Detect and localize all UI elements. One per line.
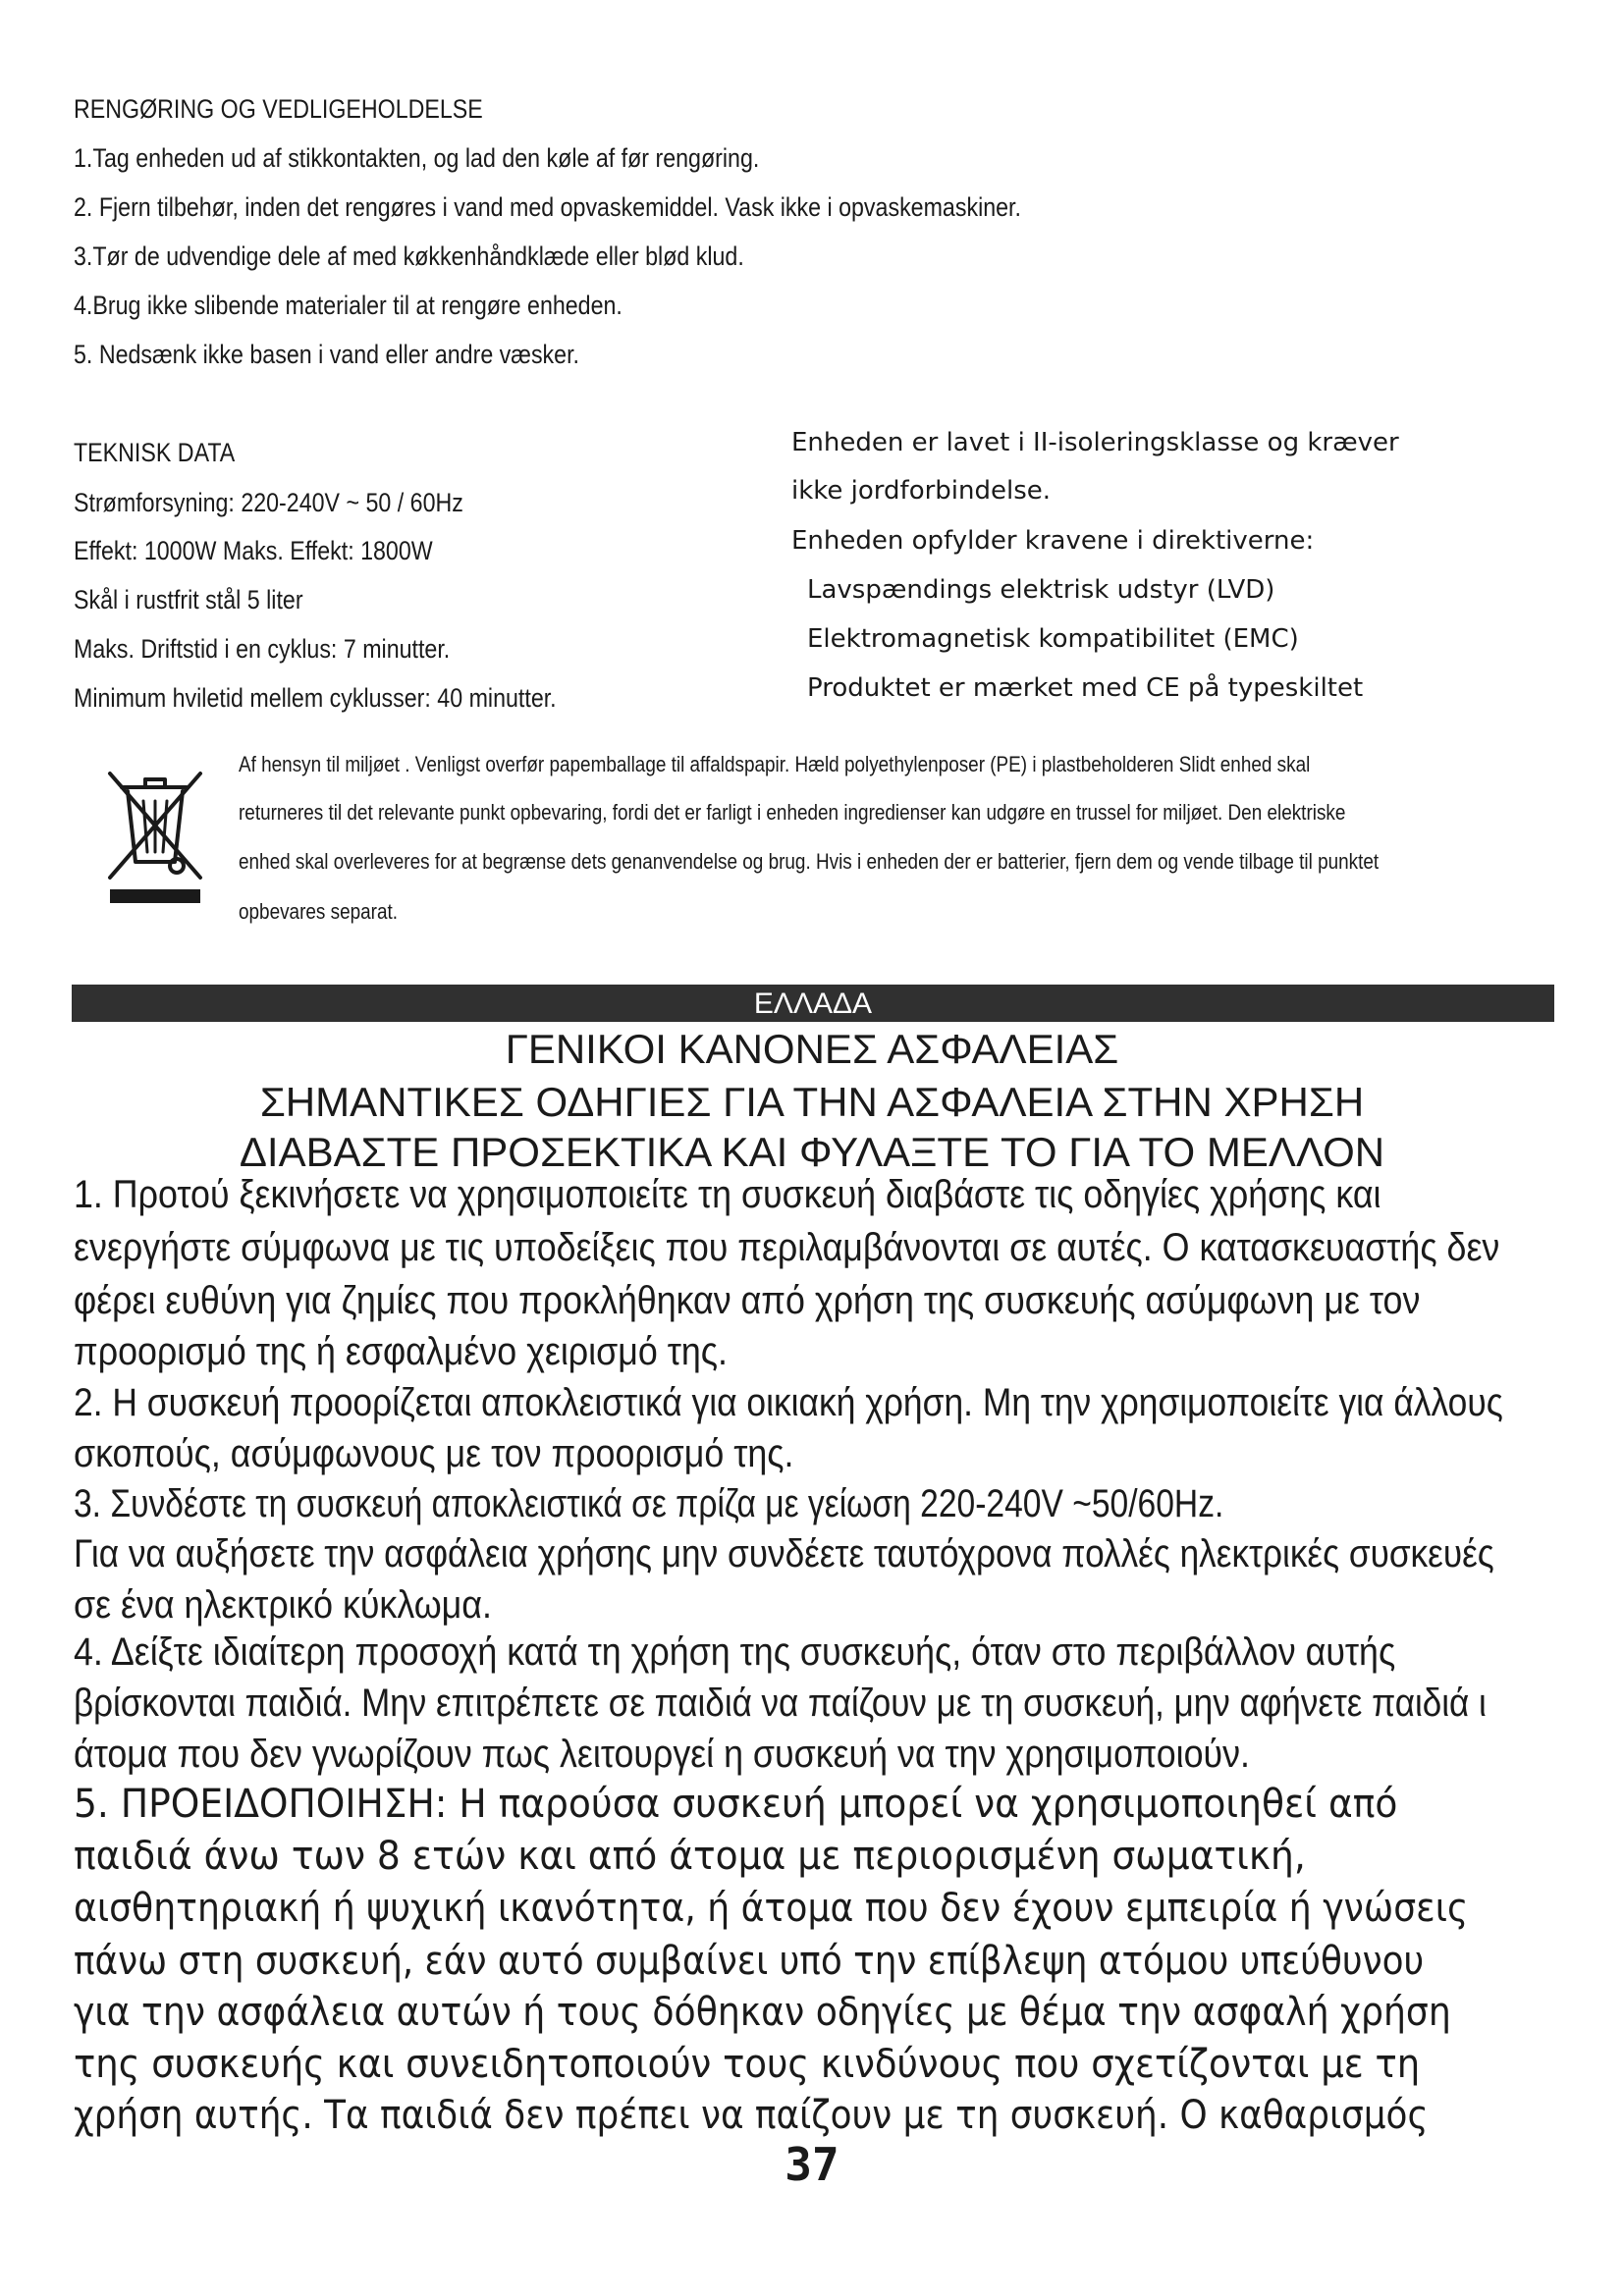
page-number: 37 <box>785 2138 839 2191</box>
warning-line: χρήση αυτής. Τα παιδιά δεν πρέπει να παίζουν με τη συσκευή. Ο καθαρισμός <box>74 2093 1429 2138</box>
body-line: 2. Η συσκευή προορίζεται αποκλειστικά για οικιακή χρήση. Μη την χρησιμοποιείτε για άλλους <box>74 1381 1503 1424</box>
section-banner: ΕΛΛΑΔΑ <box>72 985 1554 1022</box>
compliance-line: Enheden er lavet i II-isoleringsklasse og kræver <box>791 428 1399 457</box>
compliance-line: ikke jordforbindelse. <box>791 476 1052 506</box>
cleaning-title: RENGØRING OG VEDLIGEHOLDELSE <box>74 94 483 124</box>
body-line: 1. Προτού ξεκινήσετε να χρησιμοποιείτε τη συσκευή διαβάστε τις οδηγίες χρήσης και <box>74 1173 1381 1216</box>
warning-line: αισθητηριακή ή ψυχική ικανότητα, ή άτομα που δεν έχουν εμπειρία ή γνώσεις <box>74 1886 1469 1931</box>
warning-line: πάνω στη συσκευή, εάν αυτό συμβαίνει υπό την επίβλεψη ατόμου υπεύθυνου <box>74 1939 1425 1984</box>
tech-title: TEKNISK DATA <box>74 438 236 467</box>
body-line: προορισμό της ή εσφαλμένο χειρισμό της. <box>74 1330 728 1373</box>
cleaning-item: 2. Fjern tilbehør, inden det rengøres i vand med opvaskemiddel. Vask ikke i opvaskemaskiner. <box>74 192 1021 222</box>
warning-line: 5. ΠΡΟΕΙΔΟΠΟΙΗΣΗ: Η παρούσα συσκευή μπορεί να χρησιμοποιηθεί από <box>74 1782 1398 1827</box>
compliance-line: Elektromagnetisk kompatibilitet (EMC) <box>807 624 1299 654</box>
tech-item: Skål i rustfrit stål 5 liter <box>74 585 303 614</box>
section-heading: ΔΙΑΒΑΣΤΕ ΠΡΟΣΕΚΤΙΚΑ ΚΑΙ ΦΥΛΑΞΤΕ ΤΟ ΓΙΑ ΤΟ ΜΕΛΛΟΝ <box>239 1129 1385 1175</box>
body-line: σε ένα ηλεκτρικό κύκλωμα. <box>74 1583 492 1627</box>
body-line: βρίσκονται παιδιά. Μην επιτρέπετε σε παιδιά να παίζουν με τη συσκευή, μην αφήνετε παιδιά ι <box>74 1682 1487 1725</box>
body-line: ενεργήστε σύμφωνα με τις υποδείξεις που περιλαμβάνονται σε αυτές. Ο κατασκευαστής δεν <box>74 1226 1500 1269</box>
warning-line: της συσκευής και συνειδητοποιούν τους κινδύνους που σχετίζονται με τη <box>74 2042 1421 2087</box>
tech-item: Effekt: 1000W Maks. Effekt: 1800W <box>74 536 433 565</box>
cleaning-item: 4.Brug ikke slibende materialer til at rengøre enheden. <box>74 291 623 320</box>
compliance-line: Produktet er mærket med CE på typeskiltet <box>807 673 1364 703</box>
cleaning-item: 5. Nedsænk ikke basen i vand eller andre væsker. <box>74 340 579 369</box>
body-line: 3. Συνδέστε τη συσκευή αποκλειστικά σε πρίζα με γείωση 220-240V ~50/60Hz. <box>74 1482 1224 1525</box>
compliance-line: Enheden opfylder kravene i direktiverne: <box>791 526 1315 556</box>
tech-item: Minimum hviletid mellem cyklusser: 40 minutter. <box>74 683 557 713</box>
section-heading: ΓΕΝΙΚΟΙ ΚΑΝΟΝΕΣ ΑΣΦΑΛΕΙΑΣ <box>505 1026 1119 1072</box>
section-heading: ΣΗΜΑΝΤΙΚΕΣ ΟΔΗΓΙΕΣ ΓΙΑ ΤΗΝ ΑΣΦΑΛΕΙΑ ΣΤΗΝ ΧΡΗΣΗ <box>259 1079 1365 1125</box>
body-line: σκοπούς, ασύμφωνους με τον προορισμό της. <box>74 1432 794 1475</box>
environment-line: returneres til det relevante punkt opbevaring, fordi det er farligt i enheden ingredienser kan udgøre en trussel for miljøet. Den elektriske <box>239 800 1346 825</box>
tech-item: Maks. Driftstid i en cyklus: 7 minutter. <box>74 634 451 664</box>
body-line: 4. Δείξτε ιδιαίτερη προσοχή κατά τη χρήση της συσκευής, όταν στο περιβάλλον αυτής <box>74 1630 1396 1674</box>
compliance-line: Lavspændings elektrisk udstyr (LVD) <box>807 575 1275 605</box>
environment-line: opbevares separat. <box>239 899 398 924</box>
weee-crossed-bin-icon <box>106 768 204 907</box>
cleaning-item: 3.Tør de udvendige dele af med køkkenhåndklæde eller blød klud. <box>74 241 744 271</box>
body-line: άτομα που δεν γνωρίζουν πως λειτουργεί η συσκευή να την χρησιμοποιούν. <box>74 1733 1250 1776</box>
warning-line: παιδιά άνω των 8 ετών και από άτομα με περιορισμένη σωματική, <box>74 1834 1306 1879</box>
body-line: Για να αυξήσετε την ασφάλεια χρήσης μην συνδέετε ταυτόχρονα πολλές ηλεκτρικές συσκευές <box>74 1532 1494 1575</box>
environment-line: enhed skal overleveres for at begrænse dets genanvendelse og brug. Hvis i enheden der er batterier, fjern dem og vende tilbage til punktet <box>239 849 1380 874</box>
body-line: φέρει ευθύνη για ζημίες που προκλήθηκαν από χρήση της συσκευής ασύμφωνη με τον <box>74 1279 1421 1322</box>
tech-item: Strømforsyning: 220-240V ~ 50 / 60Hz <box>74 488 463 517</box>
cleaning-item: 1.Tag enheden ud af stikkontakten, og lad den køle af før rengøring. <box>74 143 760 173</box>
environment-line: Af hensyn til miljøet . Venligst overfør papemballage til affaldspapir. Hæld polyethylenposer (PE) i plastbeholderen Slidt enhed skal <box>239 752 1311 776</box>
warning-line: για την ασφάλεια αυτών ή τους δόθηκαν οδηγίες με θέμα την ασφαλή χρήση <box>74 1990 1451 2035</box>
